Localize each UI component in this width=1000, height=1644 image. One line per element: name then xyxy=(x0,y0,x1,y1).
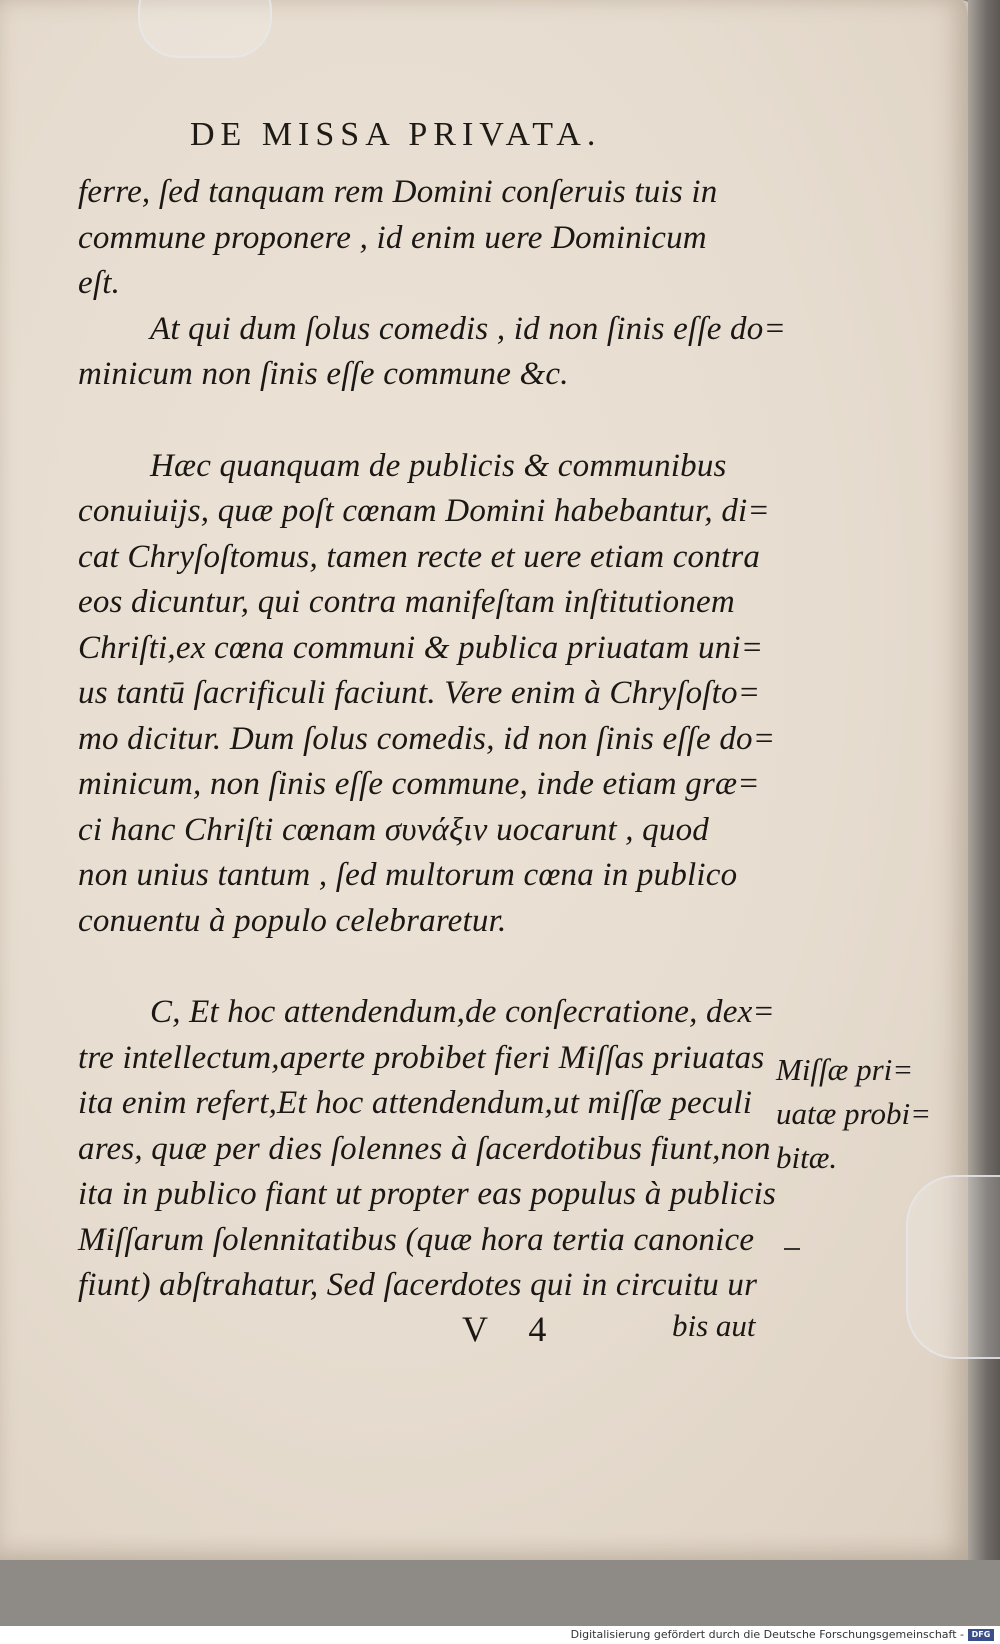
running-head: DE MISSA PRIVATA. xyxy=(190,116,602,153)
text-line: ares, quæ per dies ſolennes à ſacerdotibus fiunt,non xyxy=(78,1130,771,1167)
footer-bar xyxy=(0,1626,1000,1644)
text-line: C, Et hoc attendendum,de conſecratione, dex= xyxy=(150,994,775,1030)
text-line: At qui dum ſolus comedis , id non ſinis eſſe do= xyxy=(150,310,786,347)
text-line: cat Chryſoſtomus, tamen recte et uere etiam contra xyxy=(78,538,761,575)
margin-mark xyxy=(784,1248,800,1250)
marginal-note-line: bitæ. xyxy=(776,1140,838,1175)
text-line: fiunt) abſtrahatur, Sed ſacerdotes qui in circuitu ur xyxy=(78,1267,758,1303)
text-line: ita in publico fiant ut propter eas populus à publicis xyxy=(78,1176,776,1212)
text-line: mo dicitur. Dum ſolus comedis, id non ſinis eſſe do= xyxy=(78,720,776,757)
paragraph-gap xyxy=(78,398,758,444)
catchword: bis aut xyxy=(672,1308,756,1343)
text-line: Miſſarum ſolennitatibus (quæ hora tertia canonice xyxy=(78,1221,755,1258)
text-line: minicum, non ſinis eſſe commune, inde etiam græ= xyxy=(78,766,760,802)
text-line: ferre, ſed tanquam rem Domini conſeruis tuis in xyxy=(78,174,718,210)
page-clip-side xyxy=(906,1175,1000,1359)
footer-credit: Digitalisierung gefördert durch die Deutsche Forschungsgemeinschaft - xyxy=(570,1628,964,1641)
text-line: non unius tantum , ſed multorum cœna in publico xyxy=(78,857,738,893)
paragraph-gap xyxy=(78,944,758,990)
page-clip-top xyxy=(138,0,272,58)
marginal-note-line: Miſſæ pri= xyxy=(776,1052,914,1087)
text-line: ita enim refert,Et hoc attendendum,ut miſſæ peculi xyxy=(78,1085,753,1121)
text-line: minicum non ſinis eſſe commune &c. xyxy=(78,356,569,392)
text-line: commune proponere , id enim uere Dominicum xyxy=(78,219,707,256)
dfg-logo: DFG xyxy=(968,1629,994,1641)
marginal-note-line: uatæ probi= xyxy=(776,1096,931,1131)
marginal-note xyxy=(776,1048,956,1180)
text-line: conuiuijs, quæ poſt cœnam Domini habebantur, di= xyxy=(78,493,770,529)
body-text xyxy=(78,170,786,1309)
signature-mark: V 4 xyxy=(462,1309,563,1349)
text-line: eos dicuntur, qui contra manifeſtam inſtitutionem xyxy=(78,584,735,620)
text-line: conuentu à populo celebraretur. xyxy=(78,902,507,939)
text-line: us tantū ſacrificuli faciunt. Vere enim à Chryſoſto= xyxy=(78,675,761,711)
text-line: Hæc quanquam de publicis & communibus xyxy=(150,447,727,484)
text-line: ci hanc Chriſti cœnam συνάξιν uocarunt , quod xyxy=(78,811,709,848)
text-line: eſt. xyxy=(78,265,121,301)
text-line: Chriſti,ex cœna communi & publica priuatam uni= xyxy=(78,629,764,666)
text-line: tre intellectum,aperte probibet fieri Miſſas priuatas xyxy=(78,1039,765,1076)
